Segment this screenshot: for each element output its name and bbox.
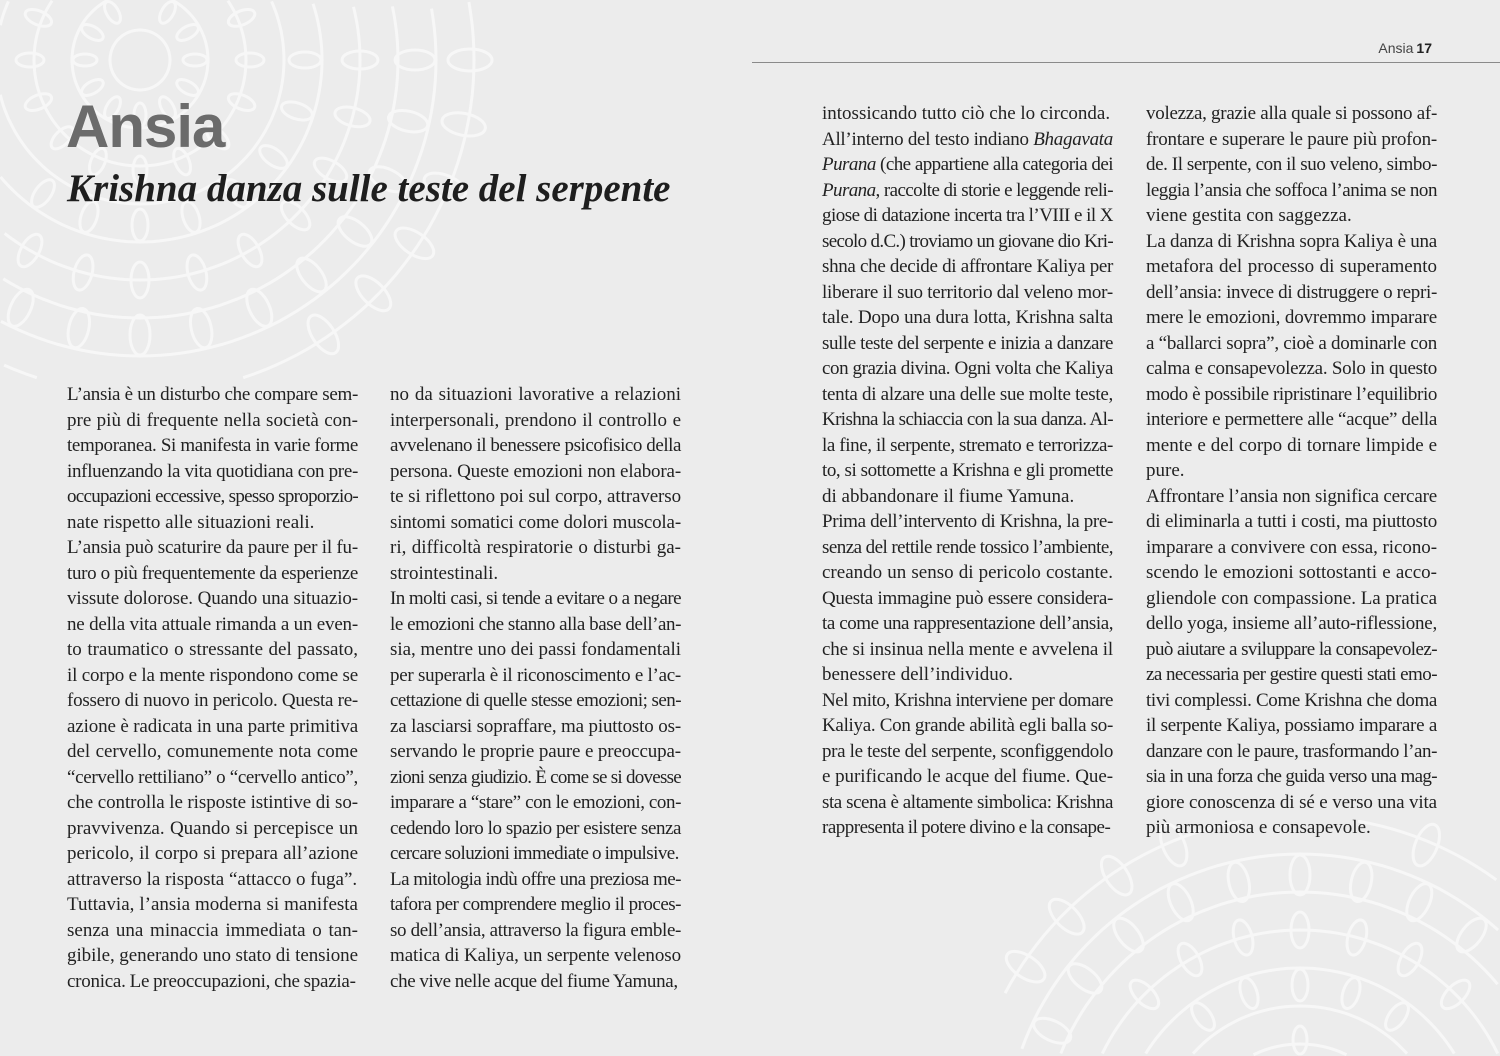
mandala-ring [469,2,474,60]
text-line: che si insinua nella mente e avvelena il [822,638,1113,660]
paragraph [1146,101,1437,229]
text-span: All’interno del testo indiano [822,128,1034,150]
mandala-petal [23,6,54,30]
italic-title: Purana [822,179,876,201]
mandala-petal [233,230,267,270]
mandala-ring [1254,1044,1347,1055]
text-line: avvelenano il benessere psicofisico della [390,435,681,456]
text-line [822,178,1113,204]
text-line: pericolo, il corpo si prepara all’azione [67,843,358,864]
text-line: metafora del processo di superamento [1146,256,1437,277]
mandala-ring [392,6,398,60]
mandala-petal [1095,851,1138,900]
mandala-petal [1230,918,1257,957]
mandala-petal [302,310,345,359]
text-line: pravvivenza. Quando si percepisce un [67,817,358,839]
paragraph [67,892,358,994]
text-line: senza del rettile rende tossico l’ambiente, [822,536,1113,558]
text-line: ne della vita attuale rimanda a un even- [67,613,358,635]
text-line: tafora per comprendere meglio il proces- [390,894,681,915]
mandala-petal [350,270,397,317]
mandala-petal [242,285,277,330]
text-line: La mitologia indù offre una preziosa me- [390,868,681,890]
mandala-petal [236,53,264,67]
mandala-petal [1163,880,1198,925]
paragraph [390,867,681,995]
text-span: (che appartiene alla categoria dei [875,154,1113,175]
mandala-ring [172,0,208,60]
text-line: gibile, generando uno stato di tensione [67,945,358,966]
text-line: so dell’ansia, attraverso la figura emble- [390,919,681,941]
text-line: Prima dell’intervento di Krishna, la pre- [822,511,1113,532]
text-line: dello yoga, insieme all’auto-riflessione, [1146,613,1437,634]
text-line [822,127,1113,153]
mandala-petal [1437,975,1475,1013]
mandala-petal [70,253,97,292]
text-column-3 [822,101,1113,841]
mandala-ring [228,1,246,60]
mandala-ring [354,7,361,60]
mandala-ring [272,1,284,60]
text-line: il corpo e la mente rispondono come se [67,664,358,686]
mandala-petal [1381,999,1413,1034]
mandala-petal [13,230,47,270]
mandala-petal [156,0,178,26]
text-line: L’ansia può scaturire da paure per il fu- [67,537,358,558]
text-line: secolo d.C.) troviamo un giovane dio Kri- [822,230,1113,252]
page-number: 17 [1416,40,1432,56]
chapter-subtitle: Krishna danza sulle teste del serpente [67,167,671,210]
text-line: interiore e permettere alle “acque” della [1146,409,1437,430]
text-line: occupazioni eccessive, spesso sproporzio- [67,486,358,507]
text-line: liberare il suo territorio dal veleno mor- [822,281,1113,303]
text-line: di eliminarla a tutti i costi, ma piuttosto [1146,511,1437,532]
mandala-petal [3,285,38,330]
text-line: attraverso la risposta “attacco o fuga”. [67,868,358,890]
paragraph [67,535,358,892]
text-line: frontare e superare le paure più profon- [1146,128,1437,150]
mandala-petal [1030,1013,1075,1048]
mandala-petal [16,53,44,67]
paragraph [1146,484,1437,841]
text-line: imparare a “stare” con le emozioni, con- [390,792,681,813]
text-line: cronica. Le preoccupazioni, che spazia- [67,970,356,992]
text-line: può aiutare a sviluppare la consapevolez- [1146,638,1437,660]
text-line: imparare a convivere con essa, ricono- [1146,536,1437,558]
text-line: de. Il serpente, con il suo veleno, simbo- [1146,154,1437,175]
mandala-ring [313,4,322,60]
mandala-petal [73,54,97,66]
text-line: sia in una forza che guida verso una mag- [1146,766,1437,787]
mandala-ring [1005,821,1242,993]
text-line: turo o più frequentemente da esperienze [67,562,358,584]
text-line: pre più di frequente nella società con- [67,409,358,431]
mandala-petal [1125,975,1163,1013]
text-line: giore conoscenza di sé e verso una vita [1146,791,1437,813]
mandala-petal [342,51,378,69]
text-line: cercare soluzioni immediate o impulsive. [390,843,679,864]
text-line [822,152,1113,178]
text-line: cettazione di quelle stesse emozioni; sen- [390,690,681,711]
mandala-petal [386,107,429,135]
text-line: interpersonali, prendono il controllo e [390,409,681,431]
text-line: sia, mentre uno dei passi fondamentali [390,639,681,660]
text-line: servando le proprie paure e preoccupa- [390,741,681,762]
text-line: sintomi somatici come dolori muscola- [390,511,681,533]
text-line: Tuttavia, l’ansia moderna si manifesta [67,894,358,915]
text-line: viene gestita con saggezza. [1146,205,1352,226]
mandala-petal [1344,918,1371,957]
text-line: rappresenta il potere divino e la consape- [822,817,1111,838]
mandala-ring [1102,930,1497,1054]
text-line: influenzando la vita quotidiana con pre- [67,460,358,482]
mandala-petal [226,6,257,30]
text-line: senza una minaccia immediata o tan- [67,919,358,941]
text-line: Questa immagine può essere considera- [822,587,1113,609]
text-line: In molti casi, si tende a evitare o a negare [390,588,681,609]
text-line: danzare con le paure, trasformando l’an- [1146,740,1437,762]
paragraph [390,586,681,867]
mandala-petal [395,50,435,70]
mandala-petal [1187,999,1219,1034]
text-line: nate rispetto alle situazioni reali. [67,511,315,533]
text-line: pure. [1146,460,1185,481]
mandala-petal [1393,939,1427,979]
text-line: di abbandonare il fiume Yamuna. [822,485,1075,507]
text-line: gliendole con compassione. La pratica [1146,587,1437,609]
mandala-petal [1043,893,1090,940]
mandala-petal [27,176,59,211]
mandala-petal [448,49,492,71]
mandala-petal [279,98,314,123]
text-line: no da situazioni lavorative a relazioni [390,384,681,405]
text-line: dell’ansia: invece di distruggere o repri- [1146,281,1437,303]
paragraph [822,101,1113,127]
mandala-petal [1108,913,1149,957]
mandala-petal [1293,1026,1307,1054]
text-line: il serpente Kaliya, possiamo imparare a [1146,715,1437,736]
mandala-petal [187,306,215,349]
text-line: te si riflettono poi sul corpo, attraverso [390,486,681,507]
text-span: , raccolte di storie e leggende reli- [875,179,1113,201]
mandala-ring [1022,854,1498,1049]
text-line: pra le teste del serpente, sconfiggendolo [822,740,1113,762]
mandala-petal [1063,958,1107,999]
text-line: sulle teste del serpente e inizia a danzare [822,332,1113,354]
mandala-petal [291,253,332,297]
mandala-petal [333,104,372,131]
text-line: del cervello, comunemente nota come [67,741,358,762]
mandala-petal [226,90,257,114]
mandala-ring [1193,1006,1407,1054]
text-line: mente e del corpo di tornare limpide e [1146,434,1437,456]
text-line: ri, difficoltà respiratorie o disturbi ga- [390,537,681,558]
text-line: Nel mito, Krishna interviene per domare [822,689,1113,711]
mandala-petal [1347,860,1375,903]
mandala-petal [440,109,487,139]
mandala-decoration-bottom-right [1000,820,1500,1056]
mandala-ring [1061,892,1498,1053]
text-line: za lasciarsi sopraffare, ma piuttosto os- [390,715,681,737]
text-line: mere le emozioni, dovremmo imparare [1146,307,1437,328]
mandala-petal [1402,880,1437,925]
text-line: shna che decide di affrontare Kaliya per [822,256,1113,277]
mandala-ring [432,9,437,60]
text-line: creando un senso di pericolo costante. [822,562,1113,583]
text-line: sta scena è altamente simbolica: Krishna [822,791,1113,813]
mandala-petal [333,211,377,252]
text-line: vissute dolorose. Quando una situazio- [67,588,358,609]
mandala-ring [1146,968,1455,1054]
text-line: benessere dell’individuo. [822,664,1014,685]
mandala-ring [110,30,170,90]
text-line: azione è radicata in una parte primitiva [67,715,358,737]
mandala-petal [1236,975,1261,1010]
mandala-petal [132,209,148,241]
text-line: to, si sottomette a Krishna e gli promette [822,460,1113,481]
mandala-petal [184,253,211,292]
mandala-petal [130,315,150,355]
text-line: L’ansia è un disturbo che compare sem- [67,384,358,405]
mandala-ring [4,365,37,378]
text-line: e purificando le acque del fiume. Que- [822,766,1113,787]
mandala-petal [1225,860,1253,903]
mandala-petal [1338,975,1363,1010]
text-line: tivi complessi. Come Krishna che doma [1146,689,1437,711]
mandala-petal [289,52,321,68]
text-line: fossero di nuovo in pericolo. Questa re- [67,690,358,711]
text-line: modo è possibile ripristinare l’equilibrio [1146,383,1437,405]
mandala-petal [101,0,123,26]
text-line: giose di datazione incerta tra l’VIII e il X [822,205,1113,226]
text-line: leggia l’ansia che soffoca l’anima se non [1146,179,1437,201]
text-line: che controlla le risposte istintive di so- [67,792,358,813]
mandala-petal [79,21,106,43]
paragraph [822,127,1113,510]
text-line: to traumatico o stressante del passato, [67,639,358,660]
mandala-petal [1173,939,1207,979]
text-line: a “ballarci sopra”, cioè a dominarle con [1146,332,1437,354]
italic-title: Bhagavata [1033,128,1113,150]
mandala-ring [0,1,8,25]
paragraph [822,509,1113,688]
text-column-1 [67,382,358,994]
text-line: volezza, grazie alla quale si possono af- [1146,103,1437,124]
text-line: matica di Kaliya, un serpente velenoso [390,945,681,966]
italic-title: Purana [822,154,876,175]
text-line: Affrontare l’ansia non significa cercare [1146,485,1437,507]
paragraph [390,382,681,586]
header-rule [752,62,1500,63]
paragraph [822,688,1113,841]
text-column-2 [390,382,681,994]
text-line: za necessaria per gestire questi stati emo- [1146,664,1437,685]
text-line: Krishna la schiaccia con la sua danza. Al- [822,409,1113,430]
mandala-ring [243,60,474,378]
text-line: strointestinali. [390,562,499,584]
running-header-section: Ansia [1378,40,1414,56]
text-line: zioni senza giudizio. È come se si dovesse [390,766,681,788]
text-line: temporanea. Si manifesta in varie forme [67,435,358,456]
mandala-petal [1291,912,1309,948]
mandala-petal [65,306,93,349]
text-line: con grazia divina. Ogni volta che Kaliya [822,358,1113,379]
text-line: “cervello rettiliano” o “cervello antico”, [67,766,358,788]
mandala-petal [1001,945,1050,988]
text-line: scendo le emozioni sottostanti e acco- [1146,562,1437,583]
text-line: che vive nelle acque del fiume Yamuna, [390,970,678,992]
text-line: cedendo loro lo spazio per esistere senza [390,817,681,839]
text-line: Kaliya. Con grande abilità egli balla so- [822,715,1113,736]
text-line: intossicando tutto ciò che lo circonda. [822,103,1111,124]
paragraph [67,382,358,535]
text-line: ta come una rappresentazione dell’ansia, [822,613,1113,634]
text-line: tenta di alzare una delle sue molte teste, [822,383,1113,405]
text-line: La danza di Krishna sopra Kaliya è una [1146,230,1437,252]
mandala-petal [174,21,201,43]
text-line: più armoniosa e consapevole. [1146,817,1371,838]
mandala-petal [1292,969,1308,1001]
chapter-title: Ansia [66,93,225,160]
mandala-petal [183,54,207,66]
mandala-petal [1290,855,1310,895]
mandala-petal [390,222,439,265]
mandala-petal [1451,913,1492,957]
text-line: calma e consapevolezza. Solo in questo [1146,358,1437,379]
text-line: persona. Queste emozioni non elabora- [390,460,681,482]
paragraph [1146,229,1437,484]
running-header [1378,40,1432,56]
text-line: per superarla è il riconoscimento e l’ac- [390,664,681,686]
text-line: le emozioni che stanno alla base dell’an- [390,613,681,635]
mandala-petal [23,90,54,114]
text-line: tale. Dopo una dura lotta, Krishna salta [822,307,1113,328]
text-line: la fine, il serpente, stremato e terrorizza- [822,434,1113,456]
text-column-4 [1146,101,1437,841]
mandala-petal [131,262,149,298]
